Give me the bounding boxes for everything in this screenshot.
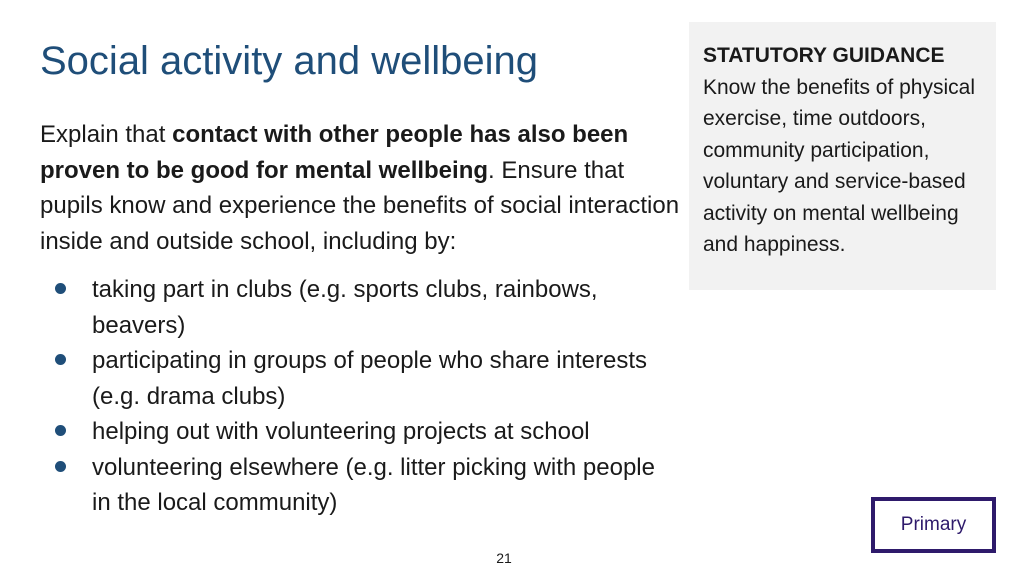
list-item-text: taking part in clubs (e.g. sports clubs, rainbows, beavers) <box>92 276 598 339</box>
list-item-text: helping out with volunteering projects at school <box>92 418 590 445</box>
list-item <box>40 272 660 343</box>
intro-lead: Explain that <box>40 121 173 148</box>
intro-paragraph <box>40 117 680 259</box>
statutory-guidance-box <box>689 22 996 290</box>
guidance-heading: STATUTORY GUIDANCE <box>703 44 945 67</box>
bullet-icon <box>55 461 66 472</box>
bullet-icon <box>55 354 66 365</box>
bullet-list <box>40 272 660 521</box>
bullet-icon <box>55 283 66 294</box>
list-item <box>40 450 660 521</box>
bullet-icon <box>55 425 66 436</box>
intro-bold: contact with other people has also been proven to be good for mental wellbeing <box>40 121 629 184</box>
list-item <box>40 343 660 414</box>
list-item <box>40 414 660 450</box>
intro-rest: . Ensure that pupils know and experience the benefits of social interaction inside and outside school, including by: <box>40 156 680 255</box>
slide-title: Social activity and wellbeing <box>40 39 539 83</box>
list-item-text: volunteering elsewhere (e.g. litter picking with people in the local community) <box>92 453 655 516</box>
guidance-text: Know the benefits of physical exercise, time outdoors, community participation, voluntary and service-based activity on mental wellbeing and happiness. <box>703 75 975 256</box>
list-item-text: participating in groups of people who share interests (e.g. drama clubs) <box>92 347 647 410</box>
primary-badge <box>871 497 996 553</box>
badge-label: Primary <box>900 514 967 535</box>
page-number: 21 <box>496 550 512 566</box>
